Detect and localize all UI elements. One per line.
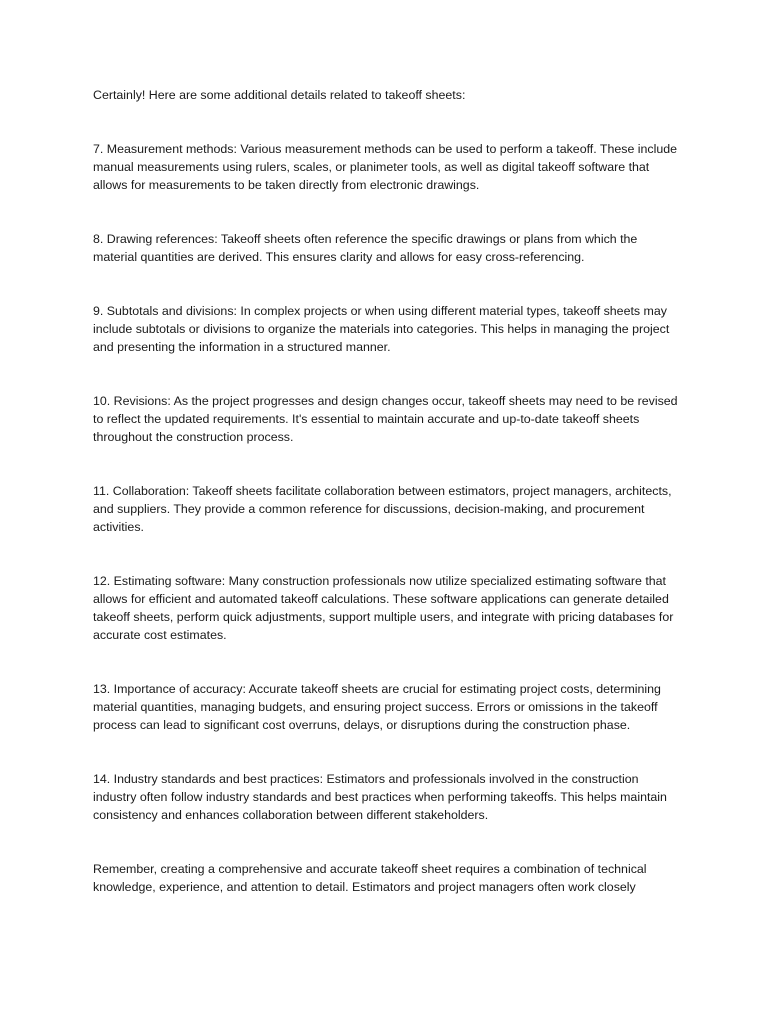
- paragraph-collaboration: 11. Collaboration: Takeoff sheets facilitate collaboration between estimators, project managers, architects, and suppliers. They provide a common reference for discussions, decision-making, and procurement activities.: [93, 484, 672, 534]
- document-page: [93, 86, 683, 932]
- paragraph-measurement-methods: 7. Measurement methods: Various measurement methods can be used to perform a takeoff. These include manual measurements using rulers, scales, or planimeter tools, as well as digital takeoff software that allows for measurements to be taken directly from electronic drawings.: [93, 142, 678, 192]
- paragraph-estimating-software: 12. Estimating software: Many construction professionals now utilize specialized estimating software that allows for efficient and automated takeoff calculations. These software applications can generate detailed takeoff sheets, perform quick adjustments, support multiple users, and integrate with pricing databases for accurate cost estimates.: [93, 574, 674, 642]
- intro-paragraph: Certainly! Here are some additional details related to takeoff sheets:: [93, 88, 466, 102]
- paragraph-industry-standards: 14. Industry standards and best practices: Estimators and professionals involved in the construction industry often follow industry standards and best practices when performing takeoffs. This helps maintain consistency and enhances collaboration between different stakeholders.: [93, 772, 667, 822]
- paragraph-importance-accuracy: 13. Importance of accuracy: Accurate takeoff sheets are crucial for estimating project costs, determining material quantities, managing budgets, and ensuring project success. Errors or omissions in the takeoff process can lead to significant cost overruns, delays, or disruptions during the construction phase.: [93, 682, 661, 732]
- paragraph-subtotals-divisions: 9. Subtotals and divisions: In complex projects or when using different material types, takeoff sheets may include subtotals or divisions to organize the materials into categories. This helps in managing the project and presenting the information in a structured manner.: [93, 304, 670, 354]
- paragraph-drawing-references: 8. Drawing references: Takeoff sheets often reference the specific drawings or plans from which the material quantities are derived. This ensures clarity and allows for easy cross-referencing.: [93, 232, 638, 264]
- paragraph-closing-remark: Remember, creating a comprehensive and accurate takeoff sheet requires a combination of technical knowledge, experience, and attention to detail. Estimators and project managers often work closely: [93, 862, 647, 894]
- paragraph-revisions: 10. Revisions: As the project progresses and design changes occur, takeoff sheets may need to be revised to reflect the updated requirements. It's essential to maintain accurate and up-to-date takeoff sheets throughout the construction process.: [93, 394, 678, 444]
